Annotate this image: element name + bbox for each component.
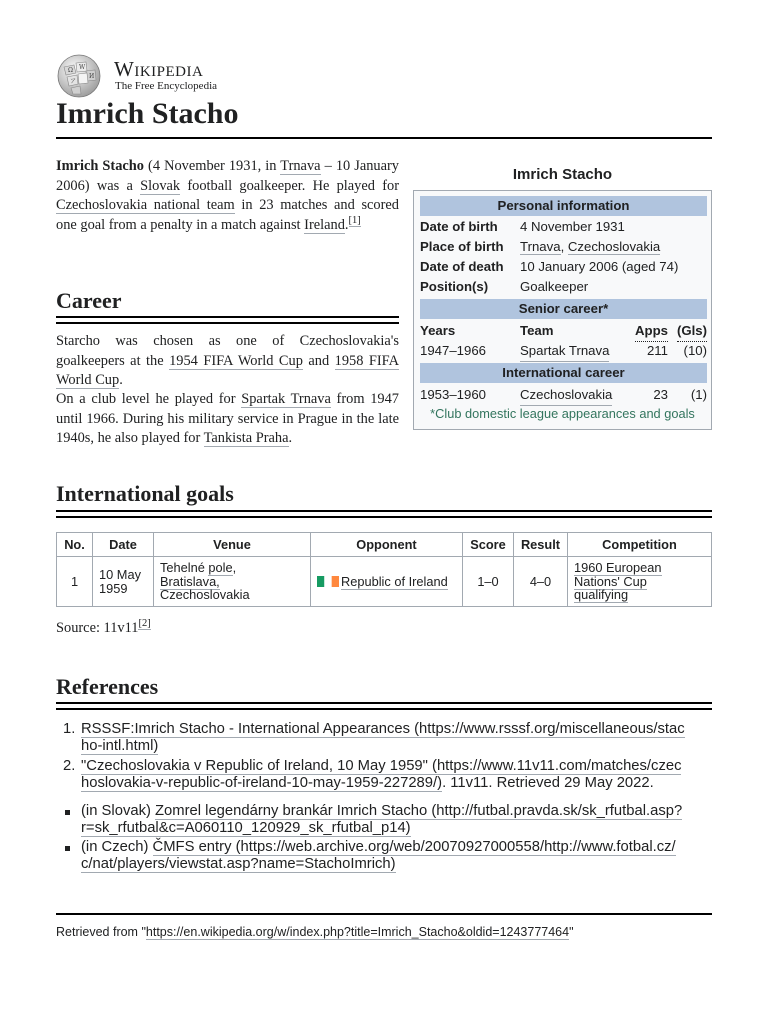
reference-link[interactable]: RSSSF:Imrich Stacho - International Appearances (https://www.rsssf.org/miscellaneous/stac <box>81 721 685 737</box>
reference-link[interactable]: hoslovakia-v-republic-of-ireland-10-may-1959-227289/) <box>81 775 443 791</box>
external-link[interactable]: ČMFS entry (https://web.archive.org/web/20070927000558/http://www.fotbal.cz/ <box>152 839 676 855</box>
career-text: from 1947 until 1966. During his military service in Prague in the late 1940s, he also played for <box>56 391 399 446</box>
link-spartak-trnava[interactable]: Spartak Trnava <box>241 391 331 407</box>
career-paragraph-2 <box>56 390 399 449</box>
bullet-icon <box>65 810 70 815</box>
infobox-value: Goalkeeper <box>520 279 589 294</box>
reference-1 <box>63 721 712 755</box>
link-national-team[interactable]: Czechoslovakia national team <box>56 197 235 213</box>
reference-2 <box>63 758 712 792</box>
reference-link[interactable]: ho-intl.html) <box>81 738 159 754</box>
goal-date <box>93 557 154 607</box>
goals-source <box>56 620 151 637</box>
career-text: On a club level he played for <box>56 391 242 407</box>
date-line: 10 May <box>99 566 141 582</box>
goal-opponent <box>311 557 463 607</box>
goals-heading: International goals <box>56 481 234 506</box>
svg-text:И: И <box>89 73 95 80</box>
career-text: . <box>288 430 293 446</box>
intro-text: (4 November 1931, in <box>144 158 281 174</box>
citation-2[interactable]: [2] <box>138 618 151 629</box>
reference-number: 2. <box>63 758 76 774</box>
link-slovak[interactable]: Slovak <box>140 177 181 194</box>
years: 1953–1960 <box>420 387 487 402</box>
col-years: Years <box>420 323 456 338</box>
goal-competition[interactable] <box>568 557 712 607</box>
intro-text: – 10 January 2006) was a <box>56 158 400 194</box>
external-link[interactable]: Zomrel legendárny brankár Imrich Stacho (http://futbal.pravda.sk/sk_rfutbal.asp? <box>155 803 683 819</box>
infobox-label: Position(s) <box>420 279 489 294</box>
footer-divider <box>56 913 712 915</box>
goal-no: 1 <box>57 557 93 607</box>
col-result: Result <box>514 533 568 557</box>
infobox-senior-row <box>420 341 707 361</box>
infobox-senior-header: Senior career* <box>420 299 707 319</box>
page-title: Imrich Stacho <box>56 97 239 130</box>
retrieved-text: " <box>569 925 574 939</box>
infobox <box>413 190 712 430</box>
link-trnava[interactable]: Trnava <box>280 158 321 174</box>
col-score: Score <box>463 533 514 557</box>
infobox-row-death-date <box>420 257 707 277</box>
infobox-row-birth-place <box>420 237 707 257</box>
goal-result: 4–0 <box>514 557 568 607</box>
citation-1[interactable]: [1] <box>348 214 361 226</box>
link-tehelne-pole[interactable]: pole <box>208 560 233 576</box>
external-link[interactable]: r=sk_rfutbal&c=A060110_120929_sk_rfutbal_p14) <box>81 820 411 836</box>
career-heading: Career <box>56 288 122 313</box>
infobox-caption: Imrich Stacho <box>512 166 613 183</box>
retrieved-text: Retrieved from " <box>56 925 146 939</box>
career-divider <box>56 316 399 324</box>
career-text: . <box>119 372 123 388</box>
separator: , <box>232 560 237 576</box>
reference-link[interactable]: "Czechoslovakia v Republic of Ireland, 10 May 1959" (https://www.11v11.com/matches/czec <box>81 758 682 774</box>
svg-text:ア: ア <box>70 78 77 85</box>
infobox-value: 10 January 2006 (aged 74) <box>520 259 679 274</box>
goal-venue <box>154 557 311 607</box>
col-gls: (Gls) <box>677 321 707 342</box>
wikipedia-wordmark: Wikipedia <box>114 57 204 81</box>
infobox-label: Place of birth <box>420 239 504 254</box>
link-ireland[interactable]: Ireland <box>304 216 345 233</box>
references-heading: References <box>56 674 159 699</box>
link-czechoslovakia[interactable]: Czechoslovakia <box>567 239 661 254</box>
table-row <box>57 557 712 607</box>
intro-name: Imrich Stacho <box>56 158 144 174</box>
infobox-label: Date of birth <box>420 219 498 234</box>
venue-stadium: Tehelné pole <box>160 560 233 576</box>
goals-table <box>56 532 712 607</box>
bullet-icon <box>65 846 70 851</box>
external-link[interactable]: c/nat/players/viewstat.asp?name=StachoImrich) <box>81 856 396 872</box>
infobox-row-position <box>420 277 707 297</box>
link-competition[interactable]: qualifying <box>574 587 629 603</box>
infobox-value <box>520 237 660 257</box>
link-1954-world-cup[interactable]: 1954 FIFA World Cup <box>169 352 303 369</box>
career-text: Starcho was chosen as one of Czechoslovakia's goalkeepers at the <box>56 333 399 369</box>
years: 1947–1966 <box>420 343 487 358</box>
infobox-value: 4 November 1931 <box>520 219 625 234</box>
link-bratislava[interactable]: Bratislava, <box>160 573 220 589</box>
date-line: 1959 <box>99 580 128 596</box>
ireland-flag-icon <box>317 576 339 587</box>
col-date: Date <box>93 533 154 557</box>
intro-text: . <box>344 216 349 233</box>
career-paragraph-1 <box>56 332 399 391</box>
apps: 23 <box>653 387 668 402</box>
permanent-link[interactable]: https://en.wikipedia.org/w/index.php?title=Imrich_Stacho&oldid=1243777464 <box>145 925 570 939</box>
link-competition[interactable]: Nations' Cup <box>574 573 647 589</box>
col-competition: Competition <box>568 533 712 557</box>
separator: , <box>560 239 568 254</box>
infobox-footnote: *Club domestic league appearances and goals <box>430 406 695 421</box>
apps: 211 <box>646 343 668 358</box>
language-tag: (in Czech) <box>81 839 153 855</box>
source-text: Source: 11v11 <box>56 620 139 636</box>
infobox-label: Date of death <box>420 259 504 274</box>
col-no: No. <box>57 533 93 557</box>
goals: (1) <box>690 387 707 402</box>
wikipedia-tagline: The Free Encyclopedia <box>115 80 218 92</box>
intro-text: in 23 matches and scored one goal from a penalty in a match against <box>56 197 399 233</box>
infobox-row-birth-date <box>420 217 707 237</box>
intro-text: football goalkeeper. He played for <box>180 177 400 194</box>
reference-number: 1. <box>63 721 76 737</box>
link-republic-of-ireland[interactable]: Republic of Ireland <box>341 573 448 589</box>
wikipedia-globe-icon <box>56 53 102 99</box>
reference-text: . 11v11. Retrieved 29 May 2022. <box>442 775 654 791</box>
col-opponent: Opponent <box>311 533 463 557</box>
infobox-career-columns <box>420 321 707 341</box>
link-trnava[interactable]: Trnava <box>520 239 561 254</box>
svg-text:Ω: Ω <box>68 67 73 74</box>
infobox-personal-header: Personal information <box>420 196 707 216</box>
intro-paragraph <box>56 157 399 235</box>
col-apps: Apps <box>635 321 668 342</box>
venue-country: Czechoslovakia <box>160 587 250 603</box>
link-competition[interactable]: 1960 European <box>574 560 662 576</box>
retrieved-from <box>56 925 574 939</box>
table-header-row <box>57 533 712 557</box>
col-team: Team <box>520 323 554 338</box>
language-tag: (in Slovak) <box>81 803 156 819</box>
link-spartak-trnava[interactable]: Spartak Trnava <box>520 341 609 362</box>
link-tankista-praha[interactable]: Tankista Praha <box>203 430 289 446</box>
goals: (10) <box>683 343 707 358</box>
external-link-2 <box>81 839 712 873</box>
link-czechoslovakia[interactable]: Czechoslovakia <box>520 385 612 406</box>
infobox-international-row <box>420 385 707 405</box>
goals-divider <box>56 510 712 518</box>
goal-score: 1–0 <box>463 557 514 607</box>
col-venue: Venue <box>154 533 311 557</box>
external-link-1 <box>81 803 712 837</box>
career-text: and <box>302 352 335 369</box>
svg-text:W: W <box>79 64 86 71</box>
link-1958-world-cup[interactable]: 1958 FIFA World Cup <box>56 352 399 388</box>
references-divider <box>56 702 712 710</box>
title-divider <box>56 137 712 139</box>
infobox-international-header: International career <box>420 363 707 383</box>
